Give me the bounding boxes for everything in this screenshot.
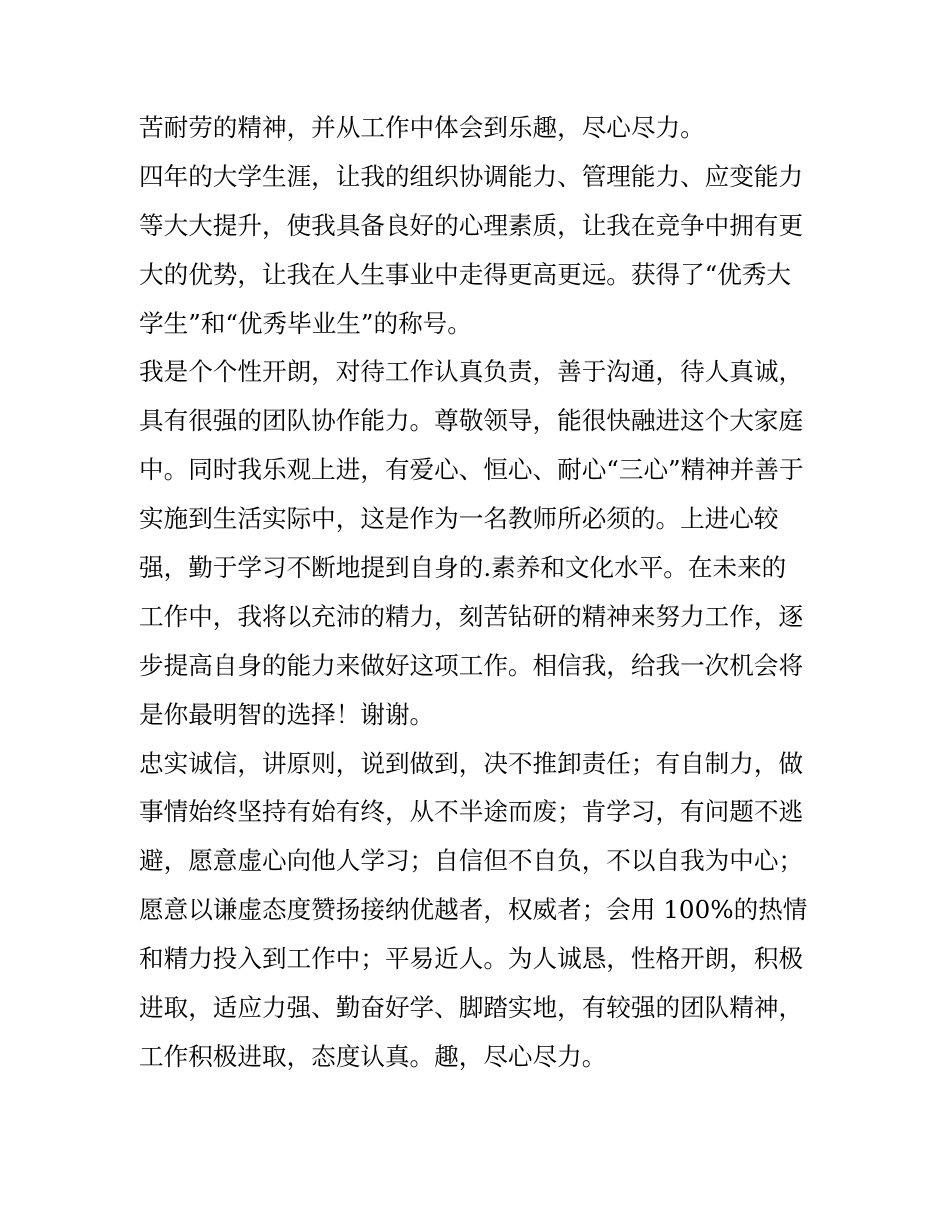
paragraph-4 [139,740,819,1082]
text-line: 学生”和“优秀毕业生”的称号。 [139,308,472,338]
text-line: 忠实诚信，讲原则，说到做到，决不推卸责任；有自制力，做 [139,748,804,778]
text-line: 步提高自身的能力来做好这项工作。相信我，给我一次机会将 [139,650,804,680]
text-line: 是你最明智的选择！谢谢。 [139,699,435,729]
text-line: 具有很强的团队协作能力。尊敬领导，能很快融进这个大家庭 [139,406,804,436]
text-line: 进取，适应力强、勤奋好学、脚踏实地，有较强的团队精神， [139,993,804,1023]
paragraph-1 [139,104,819,153]
text-line: 和精力投入到工作中；平易近人。为人诚恳，性格开朗，积极 [139,944,804,974]
text-line: 工作中，我将以充沛的精力，刻苦钻研的精神来努力工作，逐 [139,601,804,631]
document-body [139,104,819,1082]
text-line: 等大大提升，使我具备良好的心理素质，让我在竞争中拥有更 [139,210,804,240]
text-line: 四年的大学生涯，让我的组织协调能力、管理能力、应变能力 [139,161,804,191]
text-line: 事情始终坚持有始有终，从不半途而废；肯学习，有问题不逃 [139,797,804,827]
text-line: 避，愿意虚心向他人学习；自信但不自负，不以自我为中心； [139,846,804,876]
text-line: 苦耐劳的精神，并从工作中体会到乐趣，尽心尽力。 [139,113,705,142]
paragraph-2 [139,153,819,349]
text-line: 工作积极进取，态度认真。趣，尽心尽力。 [139,1041,607,1071]
text-line: 大的优势，让我在人生事业中走得更高更远。获得了“优秀大 [139,259,792,289]
text-line: 中。同时我乐观上进，有爱心、恒心、耐心“三心”精神并善于 [139,455,804,485]
text-line: 愿意以谦虚态度赞扬接纳优越者，权威者；会用 100%的热情 [139,895,808,925]
text-line: 强，勤于学习不断地提到自身的.素养和文化水平。在未来的 [139,553,787,583]
text-line: 我是个个性开朗，对待工作认真负责，善于沟通，待人真诚， [139,357,804,387]
text-line: 实施到生活实际中，这是作为一名教师所必须的。上进心较 [139,504,779,534]
paragraph-3 [139,348,819,739]
